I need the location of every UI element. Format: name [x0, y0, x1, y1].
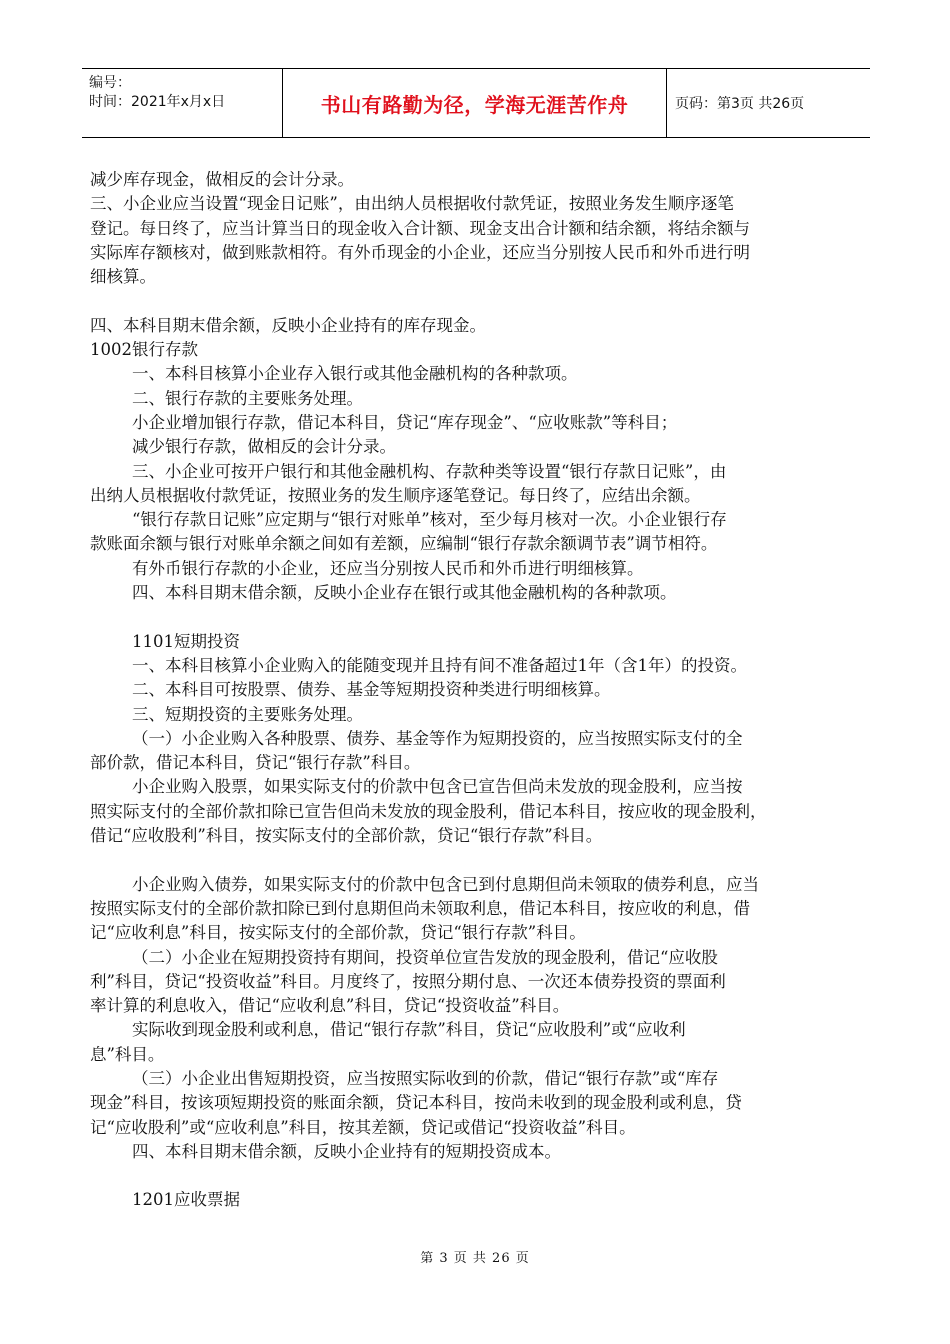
text-line: 息”科目。: [90, 1044, 165, 1064]
blank-line: [90, 848, 860, 872]
blank-line: [90, 605, 860, 629]
text-line: 款账面余额与银行对账单余额之间如有差额，应编制“银行存款余额调节表”调节相符。: [90, 534, 718, 554]
text-line: 四、本科目期末借余额，反映小企业存在银行或其他金融机构的各种款项。: [132, 583, 677, 603]
time-label: 时间：2021年x月x日: [89, 94, 226, 110]
header-motto: [283, 69, 667, 137]
text-line: 率计算的利息收入，借记“应收利息”科目，贷记“投资收益”科目。: [90, 996, 570, 1016]
page-footer: 第 3 页 共 26 页: [420, 1251, 530, 1266]
text-line: （三）小企业出售短期投资，应当按照实际收到的价款，借记“银行存款”或“库存: [132, 1068, 719, 1088]
text-line: 一、本科目核算小企业存入银行或其他金融机构的各种款项。: [132, 364, 578, 384]
text-line: 小企业购入股票，如果实际支付的价款中包含已宣告但尚未发放的现金股利，应当按: [132, 777, 743, 797]
header-page-info: [667, 69, 870, 137]
text-line: 1201应收票据: [132, 1190, 240, 1210]
text-line: 二、本科目可按股票、债券、基金等短期投资种类进行明细核算。: [132, 680, 611, 700]
text-line: 小企业增加银行存款，借记本科目，贷记“库存现金”、“应收账款”等科目；: [132, 412, 678, 432]
text-line: 一、本科目核算小企业购入的能随变现并且持有间不准备超过1年（含1年）的投资。: [132, 655, 747, 675]
page-header: [82, 68, 870, 138]
blank-line: [90, 1164, 860, 1188]
text-line: 现金”科目，按该项短期投资的账面余额，贷记本科目，按尚未收到的现金股利或利息，贷: [90, 1093, 742, 1113]
text-line: 记“应收股利”或“应收利息”科目，按其差额，贷记或借记“投资收益”科目。: [90, 1117, 636, 1137]
header-meta: [82, 69, 283, 137]
text-line: （二）小企业在短期投资持有期间，投资单位宣告发放的现金股利，借记“应收股: [132, 947, 718, 967]
text-line: 1002银行存款: [90, 340, 198, 360]
text-line: 出纳人员根据收付款凭证，按照业务的发生顺序逐笔登记。每日终了，应结出余额。: [90, 485, 701, 505]
text-line: 细核算。: [90, 267, 156, 287]
text-line: 三、小企业应当设置“现金日记账”，由出纳人员根据收付款凭证，按照业务发生顺序逐笔: [90, 194, 734, 214]
text-line: 减少银行存款，做相反的会计分录。: [132, 437, 396, 457]
text-line: （一）小企业购入各种股票、债券、基金等作为短期投资的，应当按照实际支付的全: [132, 728, 743, 748]
text-line: 利”科目，贷记“投资收益”科目。月度终了，按照分期付息、一次还本债券投资的票面利: [90, 971, 726, 991]
text-line: 减少库存现金，做相反的会计分录。: [90, 170, 354, 189]
text-line: 借记“应收股利”科目，按实际支付的全部价款，贷记“银行存款”科目。: [90, 826, 603, 846]
text-line: 四、本科目期末借余额，反映小企业持有的短期投资成本。: [132, 1141, 561, 1161]
text-line: 有外币银行存款的小企业，还应当分别按人民币和外币进行明细核算。: [132, 558, 644, 578]
text-line: 小企业购入债券，如果实际支付的价款中包含已到付息期但尚未领取的债券利息，应当: [132, 874, 759, 894]
text-line: 三、短期投资的主要账务处理。: [132, 704, 363, 724]
document-body: [90, 168, 860, 1213]
text-line: 1101短期投资: [132, 631, 240, 651]
number-label: 编号：: [89, 75, 131, 91]
page-info-text: 页码：第3页 共26页: [675, 96, 805, 112]
blank-line: [90, 289, 860, 313]
text-line: 照实际支付的全部价款扣除已宣告但尚未发放的现金股利，借记本科目，按应收的现金股利，: [90, 801, 767, 821]
text-line: 记“应收利息”科目，按实际支付的全部价款，贷记“银行存款”科目。: [90, 923, 586, 943]
text-line: 按照实际支付的全部价款扣除已到付息期但尚未领取利息，借记本科目，按应收的利息，借: [90, 898, 750, 918]
text-line: 实际库存额核对，做到账款相符。有外币现金的小企业，还应当分别按人民币和外币进行明: [90, 242, 750, 262]
text-line: 三、小企业可按开户银行和其他金融机构、存款种类等设置“银行存款日记账”，由: [132, 461, 727, 481]
motto-text: 书山有路勤为径，学海无涯苦作舟: [320, 92, 629, 117]
text-line: 实际收到现金股利或利息，借记“银行存款”科目，贷记“应收股利”或“应收利: [132, 1020, 686, 1040]
text-line: 部价款，借记本科目，贷记“银行存款”科目。: [90, 753, 421, 773]
text-line: 登记。每日终了，应当计算当日的现金收入合计额、现金支出合计额和结余额，将结余额与: [90, 218, 750, 238]
text-line: “银行存款日记账”应定期与“银行对账单”核对，至少每月核对一次。小企业银行存: [132, 510, 727, 530]
text-line: 二、银行存款的主要账务处理。: [132, 388, 363, 408]
text-line: 四、本科目期末借余额，反映小企业持有的库存现金。: [90, 315, 486, 335]
